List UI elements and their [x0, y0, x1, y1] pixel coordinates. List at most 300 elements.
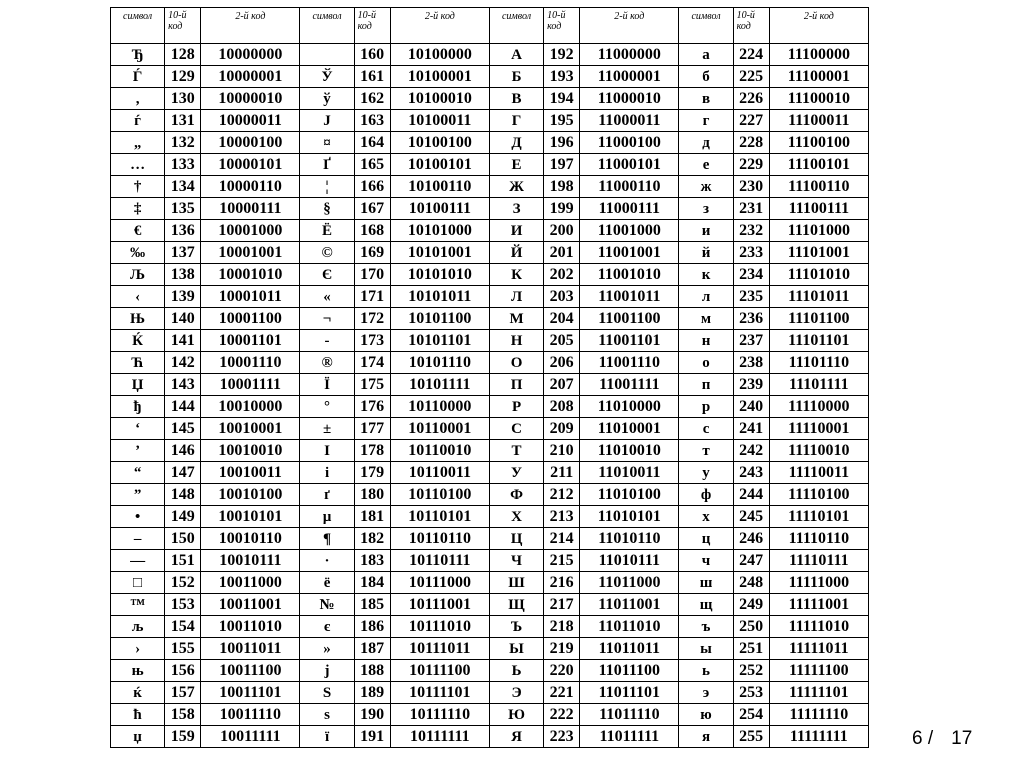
decimal-code-cell: 241 [733, 418, 769, 440]
decimal-code-cell: 179 [354, 462, 390, 484]
decimal-code-cell: 218 [544, 616, 580, 638]
decimal-code-cell: 149 [165, 506, 201, 528]
binary-code-cell: 11110000 [769, 396, 868, 418]
decimal-code-cell: 182 [354, 528, 390, 550]
decimal-code-cell: 143 [165, 374, 201, 396]
binary-code-cell: 11100000 [769, 44, 868, 66]
symbol-cell: й [679, 242, 733, 264]
decimal-code-cell: 251 [733, 638, 769, 660]
symbol-cell: П [489, 374, 543, 396]
symbol-cell: ‡ [111, 198, 165, 220]
decimal-code-cell: 226 [733, 88, 769, 110]
binary-code-cell: 10101001 [390, 242, 489, 264]
slide-counter [912, 728, 972, 750]
decimal-code-cell: 238 [733, 352, 769, 374]
decimal-code-cell: 195 [544, 110, 580, 132]
symbol-cell: Ш [489, 572, 543, 594]
symbol-cell: ј [300, 660, 354, 682]
symbol-cell: ў [300, 88, 354, 110]
symbol-cell: Ф [489, 484, 543, 506]
binary-code-cell: 10111001 [390, 594, 489, 616]
decimal-code-cell: 245 [733, 506, 769, 528]
table-row [111, 726, 869, 748]
header-symbol: символ [489, 8, 543, 44]
symbol-cell: Щ [489, 594, 543, 616]
binary-code-cell: 10010000 [201, 396, 300, 418]
symbol-cell: ‰ [111, 242, 165, 264]
decimal-code-cell: 248 [733, 572, 769, 594]
decimal-code-cell: 180 [354, 484, 390, 506]
binary-code-cell: 10000000 [201, 44, 300, 66]
decimal-code-cell: 207 [544, 374, 580, 396]
decimal-code-cell: 253 [733, 682, 769, 704]
binary-code-cell: 11010100 [580, 484, 679, 506]
binary-code-cell: 10111000 [390, 572, 489, 594]
binary-code-cell: 11011110 [580, 704, 679, 726]
binary-code-cell: 10110101 [390, 506, 489, 528]
binary-code-cell: 11111100 [769, 660, 868, 682]
symbol-cell: № [300, 594, 354, 616]
decimal-code-cell: 147 [165, 462, 201, 484]
decimal-code-cell: 144 [165, 396, 201, 418]
decimal-code-cell: 150 [165, 528, 201, 550]
symbol-cell: Ґ [300, 154, 354, 176]
binary-code-cell: 10110000 [390, 396, 489, 418]
decimal-code-cell: 135 [165, 198, 201, 220]
binary-code-cell: 11110101 [769, 506, 868, 528]
symbol-cell: И [489, 220, 543, 242]
binary-code-cell: 11000100 [580, 132, 679, 154]
binary-code-cell: 11100111 [769, 198, 868, 220]
binary-code-cell: 11100010 [769, 88, 868, 110]
decimal-code-cell: 204 [544, 308, 580, 330]
symbol-cell: ђ [111, 396, 165, 418]
symbol-cell: о [679, 352, 733, 374]
decimal-code-cell: 225 [733, 66, 769, 88]
decimal-code-cell: 175 [354, 374, 390, 396]
table-row [111, 440, 869, 462]
decimal-code-cell: 221 [544, 682, 580, 704]
decimal-code-cell: 240 [733, 396, 769, 418]
symbol-cell: ¦ [300, 176, 354, 198]
binary-code-cell: 10000011 [201, 110, 300, 132]
binary-code-cell: 11101110 [769, 352, 868, 374]
binary-code-cell: 10010100 [201, 484, 300, 506]
binary-code-cell: 10101101 [390, 330, 489, 352]
symbol-cell: њ [111, 660, 165, 682]
binary-code-cell: 11111111 [769, 726, 868, 748]
binary-code-cell: 10011111 [201, 726, 300, 748]
symbol-cell: ° [300, 396, 354, 418]
binary-code-cell: 10001001 [201, 242, 300, 264]
decimal-code-cell: 173 [354, 330, 390, 352]
symbol-cell: ъ [679, 616, 733, 638]
decimal-code-cell: 153 [165, 594, 201, 616]
binary-code-cell: 10110001 [390, 418, 489, 440]
decimal-code-cell: 237 [733, 330, 769, 352]
binary-code-cell: 10001111 [201, 374, 300, 396]
decimal-code-cell: 170 [354, 264, 390, 286]
decimal-code-cell: 145 [165, 418, 201, 440]
decimal-code-cell: 213 [544, 506, 580, 528]
decimal-code-cell: 134 [165, 176, 201, 198]
symbol-cell: • [111, 506, 165, 528]
binary-code-cell: 11000111 [580, 198, 679, 220]
decimal-code-cell: 161 [354, 66, 390, 88]
symbol-cell: А [489, 44, 543, 66]
table-body [111, 44, 869, 748]
table-row [111, 242, 869, 264]
binary-code-cell: 10100101 [390, 154, 489, 176]
decimal-code-cell: 128 [165, 44, 201, 66]
binary-code-cell: 11000011 [580, 110, 679, 132]
decimal-code-cell: 146 [165, 440, 201, 462]
decimal-code-cell: 151 [165, 550, 201, 572]
decimal-code-cell: 215 [544, 550, 580, 572]
table-row [111, 638, 869, 660]
symbol-cell: « [300, 286, 354, 308]
decimal-code-cell: 223 [544, 726, 580, 748]
symbol-cell: ¶ [300, 528, 354, 550]
decimal-code-cell: 191 [354, 726, 390, 748]
symbol-cell: ґ [300, 484, 354, 506]
binary-code-cell: 10100010 [390, 88, 489, 110]
symbol-cell: и [679, 220, 733, 242]
binary-code-cell: 11001111 [580, 374, 679, 396]
decimal-code-cell: 224 [733, 44, 769, 66]
symbol-cell: Љ [111, 264, 165, 286]
symbol-cell: Ы [489, 638, 543, 660]
decimal-code-cell: 211 [544, 462, 580, 484]
binary-code-cell: 10101011 [390, 286, 489, 308]
binary-code-cell: 11011101 [580, 682, 679, 704]
binary-code-cell: 10010001 [201, 418, 300, 440]
table-row [111, 286, 869, 308]
decimal-code-cell: 196 [544, 132, 580, 154]
decimal-code-cell: 163 [354, 110, 390, 132]
symbol-cell: ± [300, 418, 354, 440]
symbol-cell: Ё [300, 220, 354, 242]
symbol-cell: у [679, 462, 733, 484]
symbol-cell: ’ [111, 440, 165, 462]
symbol-cell: - [300, 330, 354, 352]
binary-code-cell: 10100000 [390, 44, 489, 66]
symbol-cell: М [489, 308, 543, 330]
table-row [111, 220, 869, 242]
binary-code-cell: 10001011 [201, 286, 300, 308]
decimal-code-cell: 227 [733, 110, 769, 132]
decimal-code-cell: 155 [165, 638, 201, 660]
decimal-code-cell: 199 [544, 198, 580, 220]
symbol-cell: с [679, 418, 733, 440]
symbol-cell: ™ [111, 594, 165, 616]
binary-code-cell: 11000001 [580, 66, 679, 88]
binary-code-cell: 10000010 [201, 88, 300, 110]
symbol-cell: В [489, 88, 543, 110]
binary-code-cell: 10010010 [201, 440, 300, 462]
binary-code-cell: 10110100 [390, 484, 489, 506]
table-row [111, 682, 869, 704]
binary-code-cell: 11011011 [580, 638, 679, 660]
decimal-code-cell: 159 [165, 726, 201, 748]
symbol-cell: ћ [111, 704, 165, 726]
symbol-cell: р [679, 396, 733, 418]
symbol-cell: © [300, 242, 354, 264]
symbol-cell: Ћ [111, 352, 165, 374]
binary-code-cell: 11111011 [769, 638, 868, 660]
binary-code-cell: 11011100 [580, 660, 679, 682]
decimal-code-cell: 169 [354, 242, 390, 264]
decimal-code-cell: 197 [544, 154, 580, 176]
binary-code-cell: 10011001 [201, 594, 300, 616]
header-decimal: 10-й код [354, 8, 390, 44]
symbol-cell: О [489, 352, 543, 374]
header-binary: 2-й код [580, 8, 679, 44]
binary-code-cell: 10110111 [390, 550, 489, 572]
symbol-cell: Я [489, 726, 543, 748]
binary-code-cell: 10111101 [390, 682, 489, 704]
symbol-cell: б [679, 66, 733, 88]
binary-code-cell: 10001010 [201, 264, 300, 286]
decimal-code-cell: 185 [354, 594, 390, 616]
symbol-cell: Й [489, 242, 543, 264]
decimal-code-cell: 156 [165, 660, 201, 682]
symbol-cell: “ [111, 462, 165, 484]
header-decimal: 10-й код [165, 8, 201, 44]
symbol-cell: ш [679, 572, 733, 594]
decimal-code-cell: 142 [165, 352, 201, 374]
symbol-cell: Ѕ [300, 682, 354, 704]
binary-code-cell: 10111100 [390, 660, 489, 682]
symbol-cell: Б [489, 66, 543, 88]
decimal-code-cell: 133 [165, 154, 201, 176]
encoding-table [110, 7, 869, 748]
symbol-cell: Ї [300, 374, 354, 396]
symbol-cell: а [679, 44, 733, 66]
symbol-cell: ѕ [300, 704, 354, 726]
symbol-cell: Џ [111, 374, 165, 396]
binary-code-cell: 11101111 [769, 374, 868, 396]
table-row [111, 44, 869, 66]
decimal-code-cell: 236 [733, 308, 769, 330]
binary-code-cell: 10100011 [390, 110, 489, 132]
symbol-cell: ‘ [111, 418, 165, 440]
binary-code-cell: 11010111 [580, 550, 679, 572]
decimal-code-cell: 130 [165, 88, 201, 110]
binary-code-cell: 11100100 [769, 132, 868, 154]
table-row [111, 352, 869, 374]
symbol-cell: » [300, 638, 354, 660]
binary-code-cell: 10111111 [390, 726, 489, 748]
decimal-code-cell: 190 [354, 704, 390, 726]
binary-code-cell: 11001000 [580, 220, 679, 242]
decimal-code-cell: 249 [733, 594, 769, 616]
binary-code-cell: 10100110 [390, 176, 489, 198]
decimal-code-cell: 214 [544, 528, 580, 550]
decimal-code-cell: 176 [354, 396, 390, 418]
decimal-code-cell: 193 [544, 66, 580, 88]
symbol-cell: ч [679, 550, 733, 572]
decimal-code-cell: 209 [544, 418, 580, 440]
binary-code-cell: 10010111 [201, 550, 300, 572]
binary-code-cell: 11110100 [769, 484, 868, 506]
decimal-code-cell: 162 [354, 88, 390, 110]
symbol-cell: ќ [111, 682, 165, 704]
binary-code-cell: 11111010 [769, 616, 868, 638]
symbol-cell: › [111, 638, 165, 660]
binary-code-cell: 11101100 [769, 308, 868, 330]
decimal-code-cell: 154 [165, 616, 201, 638]
binary-code-cell: 11001011 [580, 286, 679, 308]
decimal-code-cell: 230 [733, 176, 769, 198]
symbol-cell: з [679, 198, 733, 220]
binary-code-cell: 10010011 [201, 462, 300, 484]
symbol-cell: Т [489, 440, 543, 462]
decimal-code-cell: 228 [733, 132, 769, 154]
decimal-code-cell: 205 [544, 330, 580, 352]
binary-code-cell: 11110001 [769, 418, 868, 440]
decimal-code-cell: 139 [165, 286, 201, 308]
binary-code-cell: 11011000 [580, 572, 679, 594]
table-row [111, 396, 869, 418]
decimal-code-cell: 136 [165, 220, 201, 242]
symbol-cell: – [111, 528, 165, 550]
symbol-cell: т [679, 440, 733, 462]
symbol-cell: э [679, 682, 733, 704]
symbol-cell: Л [489, 286, 543, 308]
table-row [111, 264, 869, 286]
decimal-code-cell: 210 [544, 440, 580, 462]
decimal-code-cell: 140 [165, 308, 201, 330]
decimal-code-cell: 186 [354, 616, 390, 638]
decimal-code-cell: 232 [733, 220, 769, 242]
symbol-cell: Ќ [111, 330, 165, 352]
symbol-cell [300, 44, 354, 66]
decimal-code-cell: 152 [165, 572, 201, 594]
decimal-code-cell: 171 [354, 286, 390, 308]
binary-code-cell: 10001100 [201, 308, 300, 330]
decimal-code-cell: 192 [544, 44, 580, 66]
symbol-cell: Ѓ [111, 66, 165, 88]
table-row [111, 88, 869, 110]
symbol-cell: „ [111, 132, 165, 154]
slide-current: 6 / [912, 728, 934, 749]
header-row [111, 8, 869, 44]
symbol-cell: х [679, 506, 733, 528]
binary-code-cell: 10001101 [201, 330, 300, 352]
decimal-code-cell: 174 [354, 352, 390, 374]
binary-code-cell: 11000000 [580, 44, 679, 66]
decimal-code-cell: 201 [544, 242, 580, 264]
symbol-cell: ¬ [300, 308, 354, 330]
symbol-cell: ф [679, 484, 733, 506]
table-row [111, 660, 869, 682]
decimal-code-cell: 219 [544, 638, 580, 660]
symbol-cell: І [300, 440, 354, 462]
decimal-code-cell: 242 [733, 440, 769, 462]
binary-code-cell: 10010110 [201, 528, 300, 550]
decimal-code-cell: 254 [733, 704, 769, 726]
decimal-code-cell: 158 [165, 704, 201, 726]
binary-code-cell: 10101000 [390, 220, 489, 242]
symbol-cell: ® [300, 352, 354, 374]
symbol-cell: Е [489, 154, 543, 176]
table-row [111, 66, 869, 88]
decimal-code-cell: 184 [354, 572, 390, 594]
decimal-code-cell: 131 [165, 110, 201, 132]
binary-code-cell: 10011101 [201, 682, 300, 704]
binary-code-cell: 11100110 [769, 176, 868, 198]
table-row [111, 110, 869, 132]
symbol-cell: ь [679, 660, 733, 682]
slide-total: 17 [951, 728, 973, 749]
symbol-cell: · [300, 550, 354, 572]
symbol-cell: ѓ [111, 110, 165, 132]
binary-code-cell: 11010001 [580, 418, 679, 440]
symbol-cell: Р [489, 396, 543, 418]
decimal-code-cell: 206 [544, 352, 580, 374]
decimal-code-cell: 229 [733, 154, 769, 176]
table-row [111, 528, 869, 550]
table-row [111, 594, 869, 616]
table-row [111, 198, 869, 220]
decimal-code-cell: 148 [165, 484, 201, 506]
binary-code-cell: 11100001 [769, 66, 868, 88]
symbol-cell: € [111, 220, 165, 242]
decimal-code-cell: 212 [544, 484, 580, 506]
binary-code-cell: 11010011 [580, 462, 679, 484]
binary-code-cell: 10110010 [390, 440, 489, 462]
decimal-code-cell: 233 [733, 242, 769, 264]
symbol-cell: Ч [489, 550, 543, 572]
decimal-code-cell: 181 [354, 506, 390, 528]
binary-code-cell: 11101000 [769, 220, 868, 242]
symbol-cell: я [679, 726, 733, 748]
binary-code-cell: 11001110 [580, 352, 679, 374]
decimal-code-cell: 132 [165, 132, 201, 154]
binary-code-cell: 10011100 [201, 660, 300, 682]
symbol-cell: Н [489, 330, 543, 352]
binary-code-cell: 11100011 [769, 110, 868, 132]
symbol-cell: щ [679, 594, 733, 616]
binary-code-cell: 10000001 [201, 66, 300, 88]
decimal-code-cell: 138 [165, 264, 201, 286]
binary-code-cell: 11011001 [580, 594, 679, 616]
binary-code-cell: 10000101 [201, 154, 300, 176]
decimal-code-cell: 231 [733, 198, 769, 220]
symbol-cell: м [679, 308, 733, 330]
binary-code-cell: 10011010 [201, 616, 300, 638]
binary-code-cell: 10010101 [201, 506, 300, 528]
binary-code-cell: 11011010 [580, 616, 679, 638]
symbol-cell: џ [111, 726, 165, 748]
symbol-cell: н [679, 330, 733, 352]
symbol-cell: ё [300, 572, 354, 594]
binary-code-cell: 10011110 [201, 704, 300, 726]
binary-code-cell: 11111000 [769, 572, 868, 594]
symbol-cell: □ [111, 572, 165, 594]
symbol-cell: Ъ [489, 616, 543, 638]
header-symbol: символ [300, 8, 354, 44]
symbol-cell: § [300, 198, 354, 220]
decimal-code-cell: 250 [733, 616, 769, 638]
symbol-cell: ¤ [300, 132, 354, 154]
binary-code-cell: 10101110 [390, 352, 489, 374]
decimal-code-cell: 129 [165, 66, 201, 88]
header-binary: 2-й код [390, 8, 489, 44]
decimal-code-cell: 172 [354, 308, 390, 330]
decimal-code-cell: 157 [165, 682, 201, 704]
